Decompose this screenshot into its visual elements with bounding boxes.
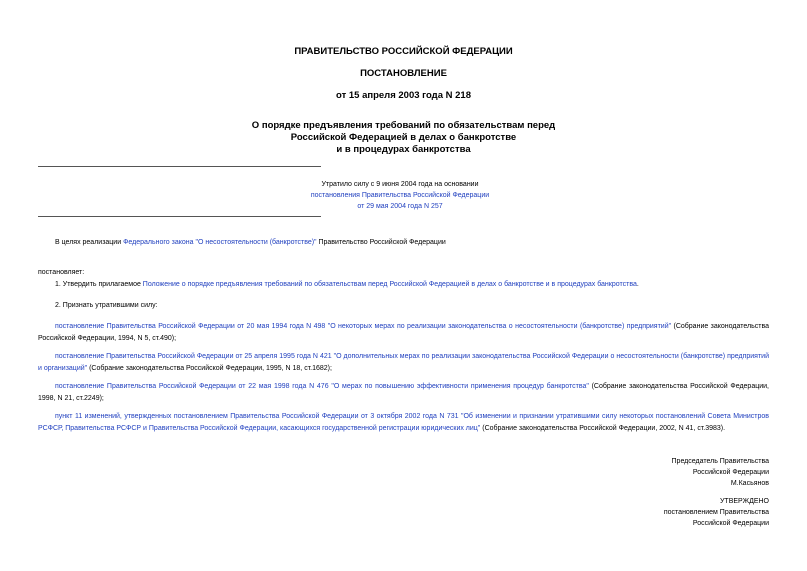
- document-date-number: от 15 апреля 2003 года N 218: [336, 90, 471, 101]
- repealed-link-1[interactable]: постановление Правительства Российской Федерации от 20 мая 1994 года N 498 "О некоторых мерах по реализации законодательства о несостоятельности (банкротстве) предприятий": [55, 323, 672, 330]
- approval-line-2: постановлением Правительства: [663, 509, 769, 516]
- title-line-2: Российской Федерацией в делах о банкротстве: [290, 132, 517, 143]
- document-title: [0, 120, 807, 156]
- document-type-heading: ПОСТАНОВЛЕНИЕ: [360, 68, 447, 79]
- repealed-item: [38, 411, 769, 435]
- item-1-text: 1. Утвердить прилагаемое: [55, 281, 143, 288]
- government-heading: ПРАВИТЕЛЬСТВО РОССИЙСКОЙ ФЕДЕРАЦИИ: [294, 46, 513, 57]
- divider-top: [38, 166, 321, 167]
- signature-country: Российской Федерации: [692, 469, 769, 476]
- preamble-paragraph: [38, 237, 769, 249]
- approval-title: УТВЕРЖДЕНО: [719, 498, 769, 505]
- signature-block: [672, 456, 769, 489]
- regulation-link[interactable]: Положение о порядке предъявления требований по обязательствам перед Российской Федерацией в делах о банкротстве и в процедурах банкротства: [142, 281, 637, 288]
- divider-bottom: [38, 216, 321, 217]
- revocation-link-line-1[interactable]: постановления Правительства Российской Федерации: [310, 192, 490, 199]
- approval-block: [664, 496, 769, 529]
- repealed-item: [38, 321, 769, 345]
- signature-name: М.Касьянов: [730, 480, 769, 487]
- title-line-3: и в процедурах банкротства: [336, 144, 471, 155]
- repealed-link-2[interactable]: постановление Правительства Российской Федерации от 25 апреля 1995 года N 421 "О дополнительных мерах по реализации законодательства Российской Федерации о несостоятельности (банкротстве) предприятий и организаций": [38, 353, 769, 372]
- repealed-link-3[interactable]: постановление Правительства Российской Федерации от 22 мая 1998 года N 476 "О мерах по повышению эффективности применения процедур банкротства": [55, 383, 589, 390]
- repealed-item: [38, 381, 769, 405]
- item-1-paragraph: [38, 279, 769, 291]
- repealed-source-1: (Собрание законодательства Российской Федерации, 1994, N 5, ст.490);: [38, 323, 769, 342]
- revocation-note: [270, 179, 530, 212]
- approval-line-3: Российской Федерации: [692, 520, 769, 527]
- federal-law-link[interactable]: Федерального закона "О несостоятельности (банкротстве)": [123, 239, 317, 246]
- title-line-1: О порядке предъявления требований по обязательствам перед: [251, 120, 556, 131]
- item-2-paragraph: 2. Признать утратившими силу:: [55, 302, 158, 309]
- preamble-text-start: В целях реализации: [55, 239, 124, 246]
- repealed-item: [38, 351, 769, 375]
- preamble-text-end: Правительство Российской Федерации: [316, 239, 446, 246]
- revocation-link-line-2[interactable]: от 29 мая 2004 года N 257: [357, 203, 443, 210]
- repealed-source-4: (Собрание законодательства Российской Федерации, 2002, N 41, ст.3983).: [480, 425, 726, 432]
- resolves-text: постановляет:: [38, 269, 85, 276]
- repealed-link-4[interactable]: пункт 11 изменений, утвержденных постановлением Правительства Российской Федерации от 3 октября 2002 года N 731 "Об изменении и признании утратившими силу некоторых постановлений Совета Министров РСФСР, Правительства РСФСР и Правительства Российской Федерации, касающихся государственной регистрации юридических лиц": [38, 413, 769, 432]
- signature-position: Председатель Правительства: [671, 458, 769, 465]
- item-1-end: .: [636, 281, 639, 288]
- revocation-note-text: Утратило силу с 9 июня 2004 года на основании: [321, 181, 479, 188]
- repealed-source-2: (Собрание законодательства Российской Федерации, 1995, N 18, ст.1682);: [87, 365, 332, 372]
- repealed-source-3: (Собрание законодательства Российской Федерации, 1998, N 21, ст.2249);: [38, 383, 769, 402]
